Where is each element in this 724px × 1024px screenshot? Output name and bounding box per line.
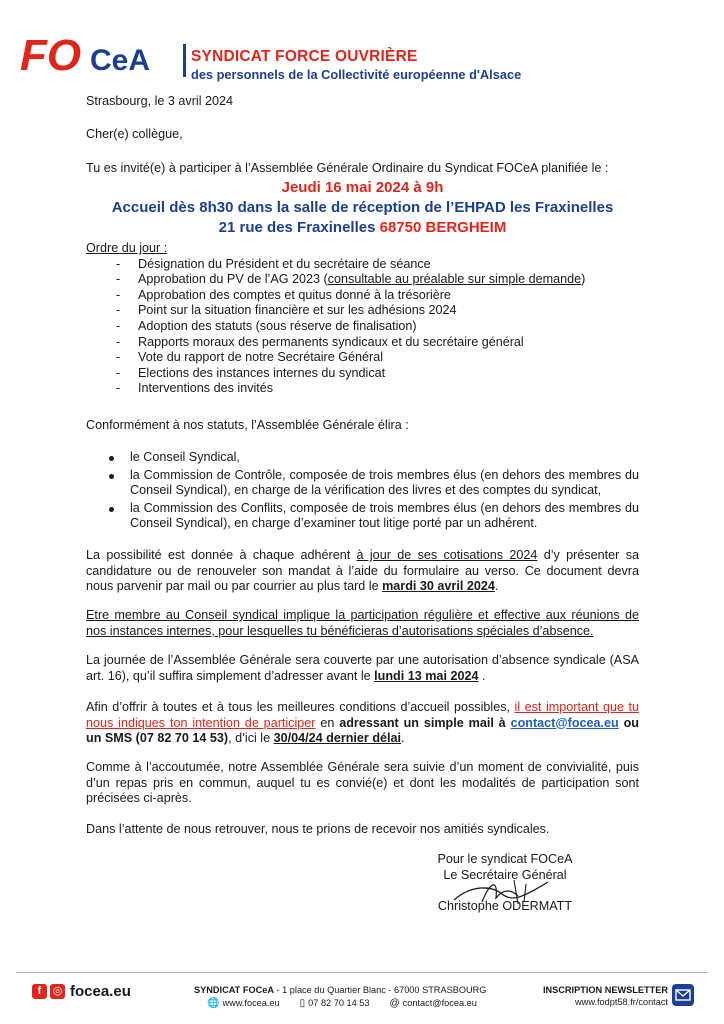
globe-icon: 🌐 (207, 998, 220, 1009)
footer-email[interactable] (389, 997, 476, 1010)
asa-end: . (478, 668, 486, 683)
offrir-text: Afin d’offrir à toutes et à tous les meilleures conditions d’accueil possibles, (86, 700, 515, 714)
sign-role: Le Secrétaire Général (443, 867, 567, 882)
convivialite-paragraph: Comme à l’accoutumée, notre Assemblée Générale sera suivie d’un moment de convivialité, puis d’un repas pris en commun, auquel tu es convié(e) et dont les modalités de participation sont précisées ci-après. (86, 760, 639, 806)
agenda-item: - Point sur la situation financière et sur les adhésions 2024 (86, 303, 639, 319)
agenda-item-pv (86, 272, 639, 288)
offrir-end: . (401, 731, 405, 746)
sign-for: Pour le syndicat FOCeA (437, 852, 573, 866)
agenda-list (86, 257, 639, 397)
event-date: Jeudi 16 mai 2024 à 9h (281, 179, 444, 196)
footer-phone[interactable] (300, 997, 370, 1010)
candidature-deadline: mardi 30 avril 2024 (382, 579, 495, 594)
closing-paragraph: Dans l’attente de nous retrouver, nous te prions de recevoir nos amitiés syndicales. (86, 822, 550, 836)
agenda-item: - Vote du rapport de notre Secrétaire Général (86, 350, 639, 366)
event-details (86, 178, 639, 238)
candidature-end: . (494, 579, 499, 594)
header-subtitle: des personnels de la Collectivité européenne d'Alsace (191, 67, 522, 82)
candidature-cotisations: à jour de ses cotisations 2024 (356, 548, 538, 562)
footer-newsletter (540, 984, 668, 1008)
mail-icon[interactable] (672, 984, 694, 1006)
election-item: le Conseil Syndical, (86, 450, 639, 466)
candidature-text: La possibilité est donnée à chaque adhérent (86, 548, 357, 562)
header-title: SYNDICAT FORCE OUVRIÈRE (191, 48, 418, 65)
footer-social (32, 984, 131, 1000)
salutation: Cher(e) collègue, (86, 127, 183, 141)
footer-address-text: - 1 place du Quartier Blanc - 67000 STRASBOURG (273, 985, 487, 995)
event-address (86, 218, 639, 238)
footer-org: SYNDICAT FOCeA (194, 985, 274, 995)
offrir-important: il est important que tu nous indiques ton intention de participer (86, 700, 639, 730)
footer-web-text: www.focea.eu (222, 998, 280, 1008)
header-separator (183, 44, 186, 77)
candidature-paragraph (86, 548, 639, 595)
event-place: Accueil dès 8h30 dans la salle de réception de l’EHPAD les Fraxinelles (111, 199, 614, 216)
agenda-pv-suffix: ) (581, 272, 586, 287)
focea-logo (20, 22, 180, 82)
elections-list (86, 450, 639, 534)
offrir-deadline: 30/04/24 dernier délai (273, 731, 402, 746)
sign-name: Christophe ODERMATT (437, 899, 573, 914)
election-item: la Commission des Conflits, composée de trois membres élus (en dehors des membres du Conseil Syndical), en charge d’examiner tout litige porté par un adhérent. (86, 501, 639, 532)
election-item: la Commission de Contrôle, composée de trois membres élus (en dehors des membres du Conseil Syndical), en charge de la vérification des livres et des comptes du syndicat, (86, 468, 639, 499)
candidature-text-2: d’y présenter sa candidature ou de renouveler son mandat à l’aide du formulaire au verso. Ce document devra nous parvenir par mail ou par courrier au plus tard le (86, 548, 639, 594)
facebook-icon[interactable]: f (32, 984, 47, 999)
footer-email-text: contact@focea.eu (402, 998, 477, 1008)
footer-divider (16, 972, 708, 973)
event-street: 21 rue des Fraxinelles (218, 219, 376, 236)
footer-address (194, 984, 486, 996)
footer-web[interactable] (207, 997, 280, 1010)
statuts-intro: Conformément à nos statuts, l’Assemblée Générale élira : (86, 418, 409, 432)
asa-deadline: lundi 13 mai 2024 (374, 668, 479, 683)
footer-phone-text: 07 82 70 14 53 (308, 998, 370, 1008)
event-city: 68750 BERGHEIM (379, 219, 507, 236)
newsletter-title: INSCRIPTION NEWSLETTER (542, 985, 668, 995)
agenda-title: Ordre du jour : (86, 241, 168, 255)
agenda-item: - Rapports moraux des permanents syndicaux et du secrétaire général (86, 335, 639, 351)
agenda-pv-request: consultable au préalable sur simple demande (327, 272, 582, 287)
asa-paragraph (86, 653, 639, 684)
logo-cea-text: CeA (90, 44, 151, 77)
at-icon: @ (389, 998, 400, 1009)
offrir-mail-text: adressant un simple mail à (339, 715, 506, 730)
asa-text: La journée de l’Assemblée Générale sera couverte par une autorisation d’absence syndicale (ASA art. 16), qu’il suffira simplement d’adresser avant le (86, 653, 639, 683)
instagram-icon[interactable]: ◎ (50, 984, 65, 999)
footer-contacts (207, 997, 477, 1010)
offrir-sms: ou un SMS (07 82 70 14 53) (86, 715, 640, 746)
agenda-pv-prefix: Approbation du PV de l’AG 2023 ( (138, 272, 328, 287)
agenda-item: - Désignation du Président et du secrétaire de séance (86, 257, 639, 273)
newsletter-url[interactable]: www.fodpt58.fr/contact (575, 997, 668, 1007)
offrir-text-2: en (315, 715, 340, 730)
date-line: Strasbourg, le 3 avril 2024 (86, 94, 234, 108)
agenda-item: - Adoption des statuts (sous réserve de finalisation) (86, 319, 639, 335)
footer-site[interactable]: focea.eu (70, 983, 131, 1000)
logo-fo-text: FO (20, 31, 82, 80)
membre-paragraph: Etre membre au Conseil syndical implique la participation régulière et effective aux réunions de nos instances internes, pour lesquelles tu bénéficieras d’autorisations spéciales d’absence. (86, 608, 639, 638)
phone-icon: ▯ (299, 998, 306, 1009)
offrir-text-3: , d’ici le (228, 731, 274, 746)
agenda (86, 241, 639, 397)
agenda-item: - Approbation des comptes et quitus donné à la trésorière (86, 288, 639, 304)
contact-email-link[interactable]: contact@focea.eu (510, 715, 619, 730)
agenda-item: - Elections des instances internes du syndicat (86, 366, 639, 382)
handwritten-signature (452, 876, 552, 908)
agenda-item: - Interventions des invités (86, 381, 639, 397)
offrir-paragraph (86, 700, 639, 747)
invite-intro: Tu es invité(e) à participer à l’Assemblée Générale Ordinaire du Syndicat FOCeA planifiée le : (86, 161, 609, 175)
